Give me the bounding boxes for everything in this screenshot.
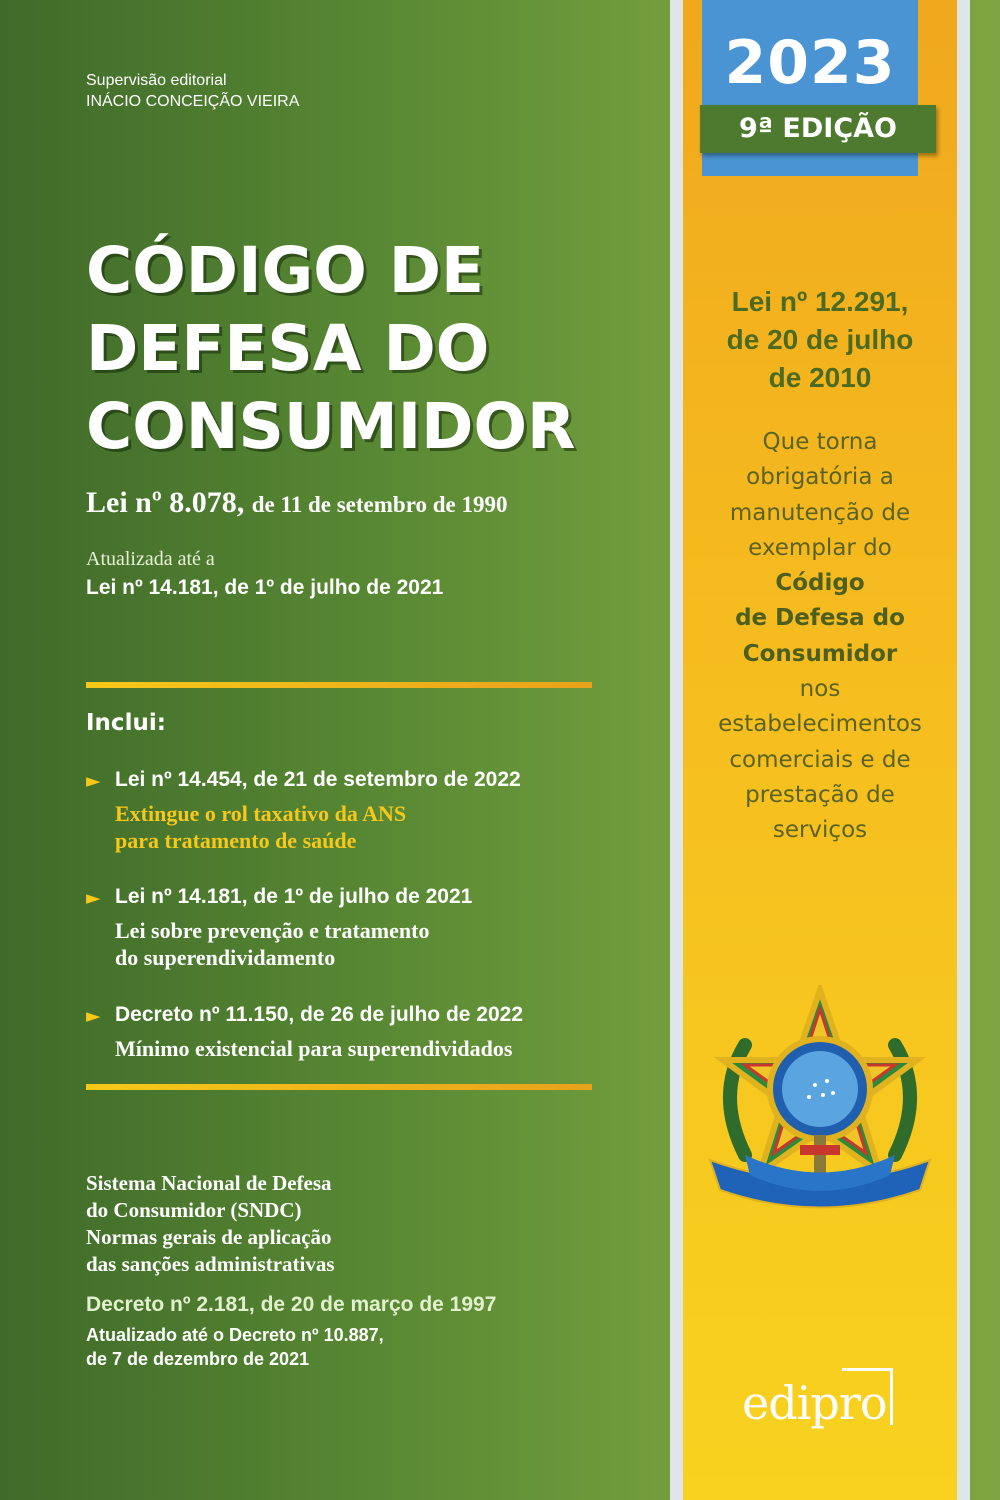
band-law-line: de 2010	[768, 362, 872, 393]
title-line-1: CÓDIGO DE	[86, 234, 485, 307]
band-text-line: Que torna	[762, 429, 878, 455]
included-law: Lei nº 14.454, de 21 de setembro de 2022	[115, 768, 521, 791]
included-description	[115, 800, 406, 854]
band-text-line: obrigatória a	[746, 464, 894, 491]
band-text-line: manutenção de	[729, 499, 911, 526]
arrow-right-icon: ►	[86, 1005, 101, 1027]
sndc-line: Sistema Nacional de Defesa	[86, 1171, 332, 1195]
band-bold-line: de Defesa do	[735, 605, 905, 632]
publisher-logo-mark	[842, 1368, 893, 1425]
description-line: Extingue o rol taxativo da ANS	[115, 801, 407, 826]
edition-label: 9ª EDIÇÃO	[739, 113, 897, 144]
supervision-label: Supervisão editorial	[86, 72, 227, 89]
description-line: Mínimo existencial para superendividados	[115, 1036, 513, 1061]
main-law-number: Lei nº 8.078,	[86, 486, 245, 519]
band-text-line: estabelecimentos	[718, 711, 922, 738]
included-law: Decreto nº 11.150, de 26 de julho de 2022	[115, 1003, 524, 1026]
band-bold-line: Consumidor	[742, 640, 898, 667]
band-text-line: nos	[799, 676, 841, 703]
description-line: do superendividamento	[115, 945, 336, 970]
divider-bottom	[86, 1084, 592, 1090]
band-text-line: comerciais e de	[729, 746, 911, 773]
edition-badge	[700, 105, 936, 153]
band-description	[700, 425, 940, 849]
band-text-line: exemplar do	[748, 534, 892, 561]
updated-label: Atualizada até a	[86, 548, 215, 570]
decree: Decreto nº 2.181, de 20 de março de 1997	[86, 1293, 497, 1316]
arrow-right-icon: ►	[86, 887, 101, 909]
sndc-line: do Consumidor (SNDC)	[86, 1198, 302, 1222]
main-law	[86, 486, 508, 520]
supervisor-name: INÁCIO CONCEIÇÃO VIEIRA	[86, 93, 300, 110]
included-description	[115, 1035, 512, 1062]
included-description	[115, 917, 429, 971]
sndc-line: Normas gerais de aplicação	[86, 1225, 332, 1249]
main-law-date: de 11 de setembro de 1990	[251, 492, 508, 517]
decree-update-line: Atualizado até o Decreto nº 10.887,	[86, 1325, 384, 1345]
brazil-coat-of-arms-icon	[705, 985, 935, 1235]
included-law: Lei nº 14.181, de 1º de julho de 2021	[115, 885, 473, 908]
decree-update-line: de 7 de dezembro de 2021	[86, 1349, 310, 1369]
publisher-logo: edipro	[742, 1376, 887, 1430]
sndc-line: das sanções administrativas	[86, 1252, 335, 1276]
band-bold-line: Código	[775, 570, 865, 597]
title-line-3: CONSUMIDOR	[86, 390, 576, 463]
title-line-2: DEFESA DO	[86, 312, 490, 385]
divider-top	[86, 682, 592, 688]
band-law	[700, 283, 940, 397]
band-law-line: de 20 de julho	[726, 324, 914, 355]
sndc-block	[86, 1170, 335, 1278]
includes-label: Inclui:	[86, 710, 166, 736]
book-title	[86, 232, 576, 466]
band-text-line: serviços	[772, 817, 868, 844]
edition-year: 2023	[724, 28, 896, 98]
decree-update	[86, 1323, 384, 1371]
band-law-line: Lei nº 12.291,	[731, 286, 909, 317]
description-line: para tratamento de saúde	[115, 828, 357, 853]
updated-law: Lei nº 14.181, de 1º de julho de 2021	[86, 576, 444, 599]
editorial-supervision	[86, 70, 299, 112]
description-line: Lei sobre prevenção e tratamento	[115, 918, 430, 943]
band-text-line: prestação de	[745, 781, 895, 808]
arrow-right-icon: ►	[86, 770, 101, 792]
